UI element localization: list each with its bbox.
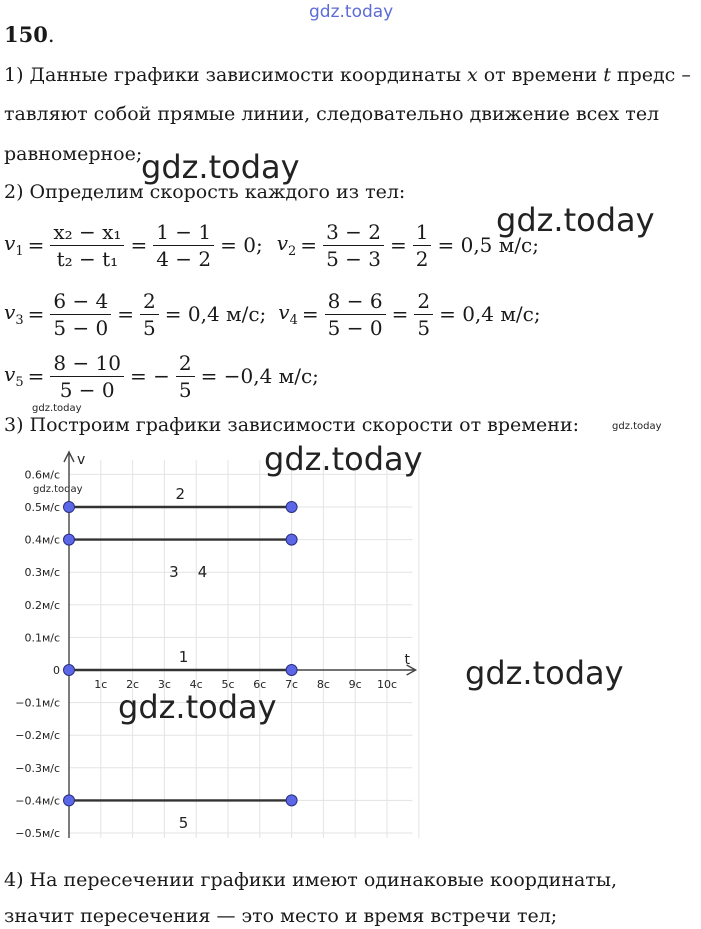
x-tick-label: 2c xyxy=(126,678,140,691)
v1-symbol: v xyxy=(4,231,16,255)
p1-line1 xyxy=(4,64,691,86)
v1-sub: 1 xyxy=(15,244,24,259)
y-tick-label: 0.5м/с xyxy=(24,501,60,514)
var-t: t xyxy=(603,64,611,86)
frac-num: 2 xyxy=(414,289,433,315)
fraction-v2-values xyxy=(323,220,384,271)
p4-line2: значит пересечения — это место и время встречи тел; xyxy=(4,905,558,927)
y-tick-label: −0.1м/с xyxy=(15,696,60,710)
series-label: 2 xyxy=(175,484,186,503)
x-tick-label: 10c xyxy=(376,678,398,691)
frac-den: 5 xyxy=(143,315,156,340)
equation-row-1 xyxy=(4,215,539,275)
frac-den: 5 − 3 xyxy=(326,246,381,271)
eq-sign: = xyxy=(27,302,45,326)
p3-heading: 3) Построим графики зависимости скорости от времени: xyxy=(4,414,580,436)
frac-den: 5 − 0 xyxy=(59,377,115,402)
fraction-v4-values xyxy=(325,289,386,340)
p1-line2: тавляют собой прямые линии, следовательно движение всех тел xyxy=(4,103,660,125)
y-tick-label: 0 xyxy=(53,664,60,677)
p1-line1a: 1) Данные графики зависимости координаты xyxy=(4,64,467,86)
frac-den: t₂ − t₁ xyxy=(56,246,119,271)
frac-den: 4 − 2 xyxy=(156,246,212,271)
eq-sign: = xyxy=(130,233,148,257)
v4-result: = 0,4 м/с; xyxy=(439,302,541,326)
watermark-small-1: gdz.today xyxy=(32,403,82,414)
eq-sign: = xyxy=(391,302,409,326)
frac-den: 2 xyxy=(415,246,429,271)
equation-row-2 xyxy=(4,284,541,344)
v5-result: = −0,4 м/с; xyxy=(200,364,319,388)
series-point xyxy=(286,534,297,545)
v4-sub: 4 xyxy=(289,313,298,328)
watermark-small-2: gdz.today xyxy=(612,421,662,432)
series-point xyxy=(64,502,75,513)
x-tick-label: 7c xyxy=(285,678,299,691)
x-tick-label: 4c xyxy=(189,678,203,691)
frac-num: 2 xyxy=(176,351,195,377)
p1-line1b: от времени xyxy=(477,64,604,86)
p1-line3: равномерное; xyxy=(4,143,143,165)
v3-symbol: v xyxy=(4,300,16,324)
frac-den: 5 xyxy=(178,377,192,402)
x-tick-label: 6c xyxy=(253,678,267,691)
y-axis-label: v xyxy=(77,452,86,468)
fraction-v5-values xyxy=(50,351,124,402)
y-tick-label: −0.3м/с xyxy=(15,761,60,775)
watermark-chart-3: gdz.today xyxy=(118,688,277,726)
p1-line1c: предс – xyxy=(610,64,691,86)
frac-num: x₂ − x₁ xyxy=(50,220,124,246)
p2-heading: 2) Определим скорость каждого из тел: xyxy=(4,181,406,203)
series-point xyxy=(286,795,297,806)
fraction-v3-values xyxy=(50,289,111,340)
y-tick-label: 0.1м/с xyxy=(24,631,60,645)
watermark-top: gdz.today xyxy=(309,2,394,22)
y-tick-label: 0.4м/с xyxy=(24,533,60,547)
p4-line1: 4) На пересечении графики имеют одинаковые координаты, xyxy=(4,869,618,891)
v2-symbol: v xyxy=(276,231,289,255)
fraction-v3-simplified xyxy=(140,289,159,340)
series-label: 3 xyxy=(169,563,179,582)
series-label: 1 xyxy=(178,647,189,666)
equation-row-3 xyxy=(4,346,319,406)
frac-num: 3 − 2 xyxy=(323,220,384,246)
watermark-chart-1: gdz.today xyxy=(264,440,423,478)
watermark-1: gdz.today xyxy=(141,148,300,186)
problem-number-dot: . xyxy=(47,23,55,47)
series-label: 4 xyxy=(197,563,208,582)
series-point xyxy=(64,665,75,676)
v4-symbol: v xyxy=(278,300,290,324)
fraction-v1-values xyxy=(153,220,214,271)
series-label: 5 xyxy=(178,814,189,833)
eq-minus: = − xyxy=(130,364,170,388)
fraction-v4-simplified xyxy=(414,289,433,340)
y-tick-label: 0.2м/с xyxy=(24,598,60,612)
frac-num: 8 − 6 xyxy=(325,289,386,315)
problem-number xyxy=(4,22,55,47)
series-point xyxy=(64,534,75,545)
eq-sign: = xyxy=(389,233,407,257)
v3-result: = 0,4 м/с; xyxy=(164,302,267,326)
frac-num: 2 xyxy=(140,289,159,315)
x-tick-label: 1c xyxy=(94,678,108,691)
v5-sub: 5 xyxy=(15,375,24,390)
frac-num: 8 − 10 xyxy=(50,351,124,377)
v3-sub: 3 xyxy=(15,313,24,328)
frac-num: 1 − 1 xyxy=(153,220,214,246)
eq-sign: = xyxy=(300,233,318,257)
frac-den: 5 − 0 xyxy=(53,315,109,340)
v2-sub: 2 xyxy=(288,244,297,259)
v2-result: = 0,5 м/с; xyxy=(437,233,539,257)
var-x: x xyxy=(466,64,478,86)
x-tick-label: 8c xyxy=(316,678,330,691)
frac-den: 5 − 0 xyxy=(327,315,383,340)
fraction-v2-simplified xyxy=(413,220,432,271)
watermark-chart-2: gdz.today xyxy=(465,654,624,692)
y-tick-label: −0.5м/с xyxy=(15,827,60,840)
x-tick-label: 3c xyxy=(157,678,171,691)
eq-sign: = xyxy=(117,302,135,326)
y-tick-label: −0.2м/с xyxy=(15,729,60,743)
y-tick-label: 0.3м/с xyxy=(24,566,60,580)
v5-symbol: v xyxy=(4,362,16,386)
series-point xyxy=(64,795,75,806)
velocity-time-chart xyxy=(0,440,701,850)
watermark-small-3: gdz.today xyxy=(33,484,83,495)
frac-num: 1 xyxy=(413,220,432,246)
eq-sign: = xyxy=(27,233,45,257)
frac-num: 6 − 4 xyxy=(50,289,111,315)
x-tick-label: 9c xyxy=(348,678,362,691)
y-tick-label: 0.6м/с xyxy=(24,468,60,482)
y-tick-label: −0.4м/с xyxy=(15,794,60,808)
frac-den: 5 xyxy=(417,315,431,340)
v1-result: = 0; xyxy=(220,233,263,257)
fraction-v5-simplified xyxy=(176,351,195,402)
eq-sign: = xyxy=(301,302,319,326)
x-axis-label: t xyxy=(404,652,410,668)
problem-number-value: 150 xyxy=(4,22,48,47)
series-point xyxy=(286,502,297,513)
watermark-2: gdz.today xyxy=(496,201,655,239)
series-point xyxy=(286,665,297,676)
eq-sign: = xyxy=(27,364,45,388)
fraction-v1-formula xyxy=(50,220,124,271)
x-tick-label: 5c xyxy=(221,678,235,691)
